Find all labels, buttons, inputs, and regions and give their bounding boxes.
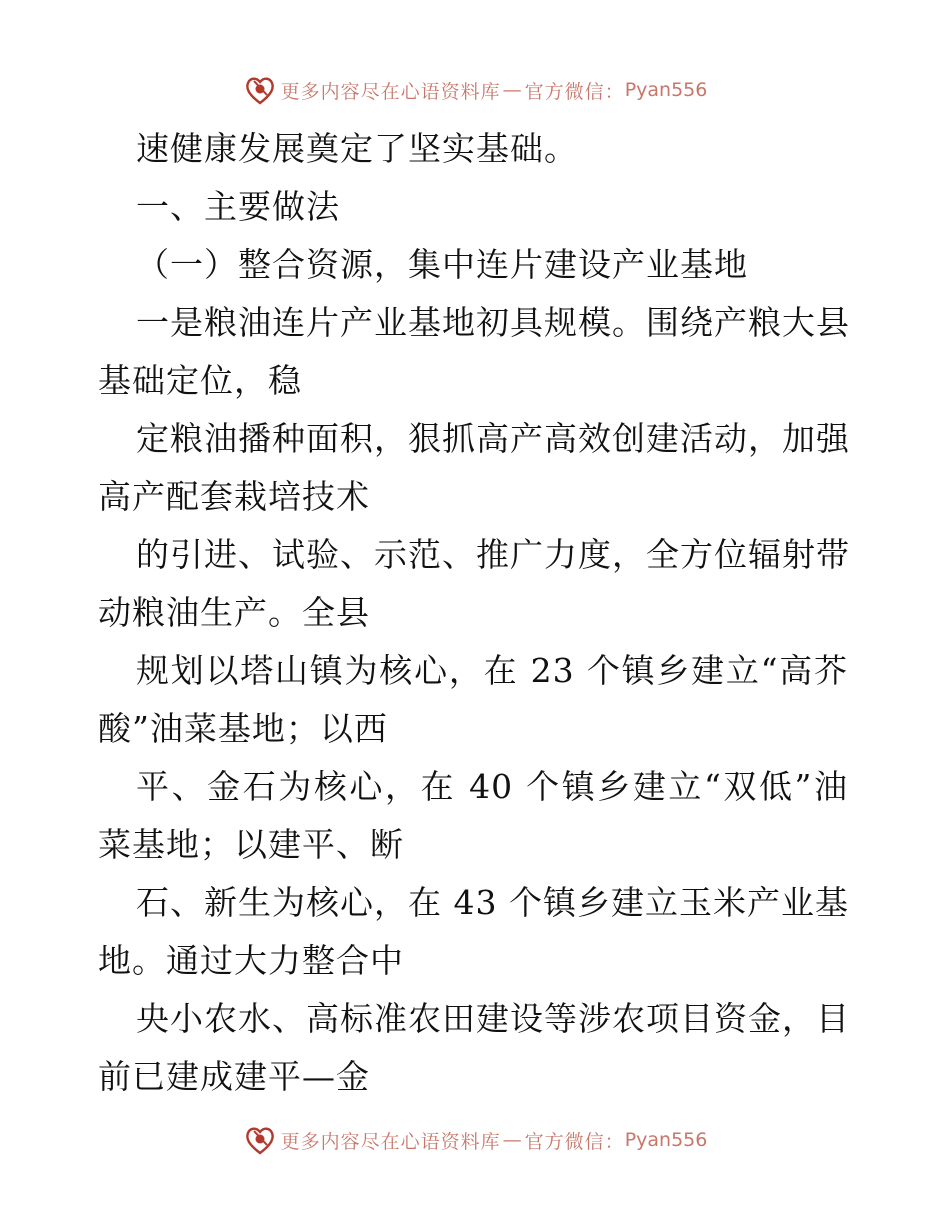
body-line: 速健康发展奠定了坚实基础。 bbox=[136, 129, 578, 168]
body-line: 央小农水、高标准农田建设等涉农项目资金，目 bbox=[136, 999, 850, 1038]
body-line: 一是粮油连片产业基地初具规模。围绕产粮大县 bbox=[136, 303, 850, 342]
body-line: 石、新生为核心，在 43 个镇乡建立玉米产业基 bbox=[136, 883, 849, 922]
heart-logo-icon bbox=[243, 73, 277, 107]
body-line: 高产配套栽培技术 bbox=[98, 477, 370, 516]
body-line: 菜基地；以建平、断 bbox=[98, 825, 404, 864]
watermark-wechat-label: 官方微信： bbox=[524, 80, 625, 103]
section-heading: 一、主要做法 bbox=[136, 187, 340, 226]
header-watermark bbox=[0, 70, 950, 110]
document-body bbox=[98, 120, 858, 1106]
body-line: 基础定位，稳 bbox=[98, 361, 302, 400]
watermark-separator: — bbox=[502, 79, 523, 101]
heart-logo-icon bbox=[243, 1123, 277, 1157]
body-line: 地。通过大力整合中 bbox=[98, 941, 404, 980]
body-line: 规划以塔山镇为核心，在 23 个镇乡建立“高芥 bbox=[136, 651, 848, 690]
watermark-wechat-id: Pyan556 bbox=[624, 79, 708, 101]
body-line: 动粮油生产。全县 bbox=[98, 593, 370, 632]
watermark-wechat-label: 官方微信： bbox=[524, 1130, 625, 1153]
watermark-wechat-id: Pyan556 bbox=[624, 1129, 708, 1151]
body-line: 平、金石为核心，在 40 个镇乡建立“双低”油 bbox=[136, 767, 848, 806]
body-line: 酸”油菜基地；以西 bbox=[98, 709, 388, 748]
body-line: 的引进、试验、示范、推广力度，全方位辐射带 bbox=[136, 535, 850, 574]
body-line: 定粮油播种面积，狠抓高产高效创建活动，加强 bbox=[136, 419, 850, 458]
subsection-heading: （一）整合资源，集中连片建设产业基地 bbox=[136, 245, 748, 284]
watermark-text: 更多内容尽在心语资料库 bbox=[280, 80, 501, 103]
footer-watermark bbox=[0, 1120, 950, 1160]
watermark-separator: — bbox=[502, 1129, 523, 1151]
watermark-text: 更多内容尽在心语资料库 bbox=[280, 1130, 501, 1153]
body-line: 前已建成建平—金 bbox=[98, 1057, 370, 1096]
